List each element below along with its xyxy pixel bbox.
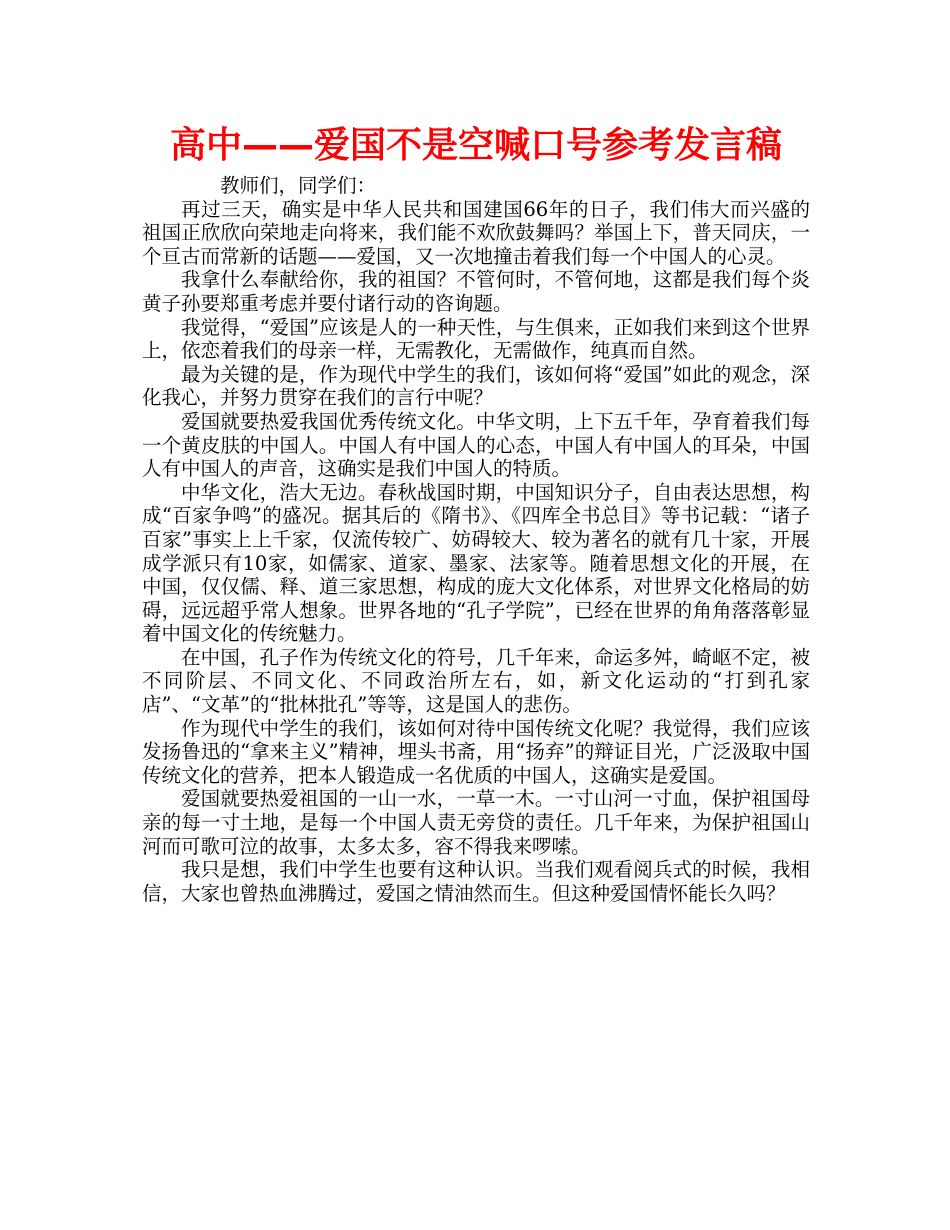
document-title: 高中——爱国不是空喊口号参考发言稿 [169,125,782,166]
paragraph-6: 中华文化，浩大无边。春秋战国时期，中国知识分子，自由表达思想，构成“百家争鸣”的盛况。据其后的《隋书》、《四库全书总目》等书记载：“诸子百家”事实上上千家，仅流传较广、妨碍较大、较为著名的就有几十家，开展成学派只有10家，如儒家、道家、墨家、法家等。随着思想文化的开展，在中国，仅仅儒、释、道三家思想，构成的庞大文化体系，对世界文化格局的妨碍，远远超乎常人想象。世界各地的“孔子学院”，已经在世界的角角落落彰显着中国文化的传统魅力。 [142,480,810,646]
paragraph-7: 在中国，孔子作为传统文化的符号，几千年来，命运多舛，崎岖不定，被不同阶层、不同文化、不同政治所左右，如，新文化运动的“打到孔家店”、“文革”的“批林批孔”等等，这是国人的悲伤。 [142,645,810,717]
paragraph-1: 再过三天，确实是中华人民共和国建国66年的日子，我们伟大而兴盛的祖国正欣欣向荣地走向将来，我们能不欢欣鼓舞吗？举国上下，普天同庆，一个亘古而常新的话题——爱国，又一次地撞击着我们每一个中国人的心灵。 [142,197,810,268]
paragraph-10: 我只是想，我们中学生也要有这种认识。当我们观看阅兵式的时候，我相信，大家也曾热血沸腾过，爱国之情油然而生。但这种爱国情怀能长久吗？ [142,858,810,905]
paragraph-2: 我拿什么奉献给你，我的祖国？不管何时，不管何地，这都是我们每个炎黄子孙要郑重考虑并要付诸行动的咨询题。 [142,268,810,315]
paragraph-4: 最为关键的是，作为现代中学生的我们，该如何将“爱国”如此的观念，深化我心，并努力贯穿在我们的言行中呢？ [142,362,810,410]
paragraph-5: 爱国就要热爱我国优秀传统文化。中华文明，上下五千年，孕育着我们每一个黄皮肤的中国人。中国人有中国人的心态，中国人有中国人的耳朵，中国人有中国人的声音，这确实是我们中国人的特质。 [142,409,810,481]
document-body [142,174,810,905]
salutation: 教师们，同学们： [220,174,377,197]
paragraph-8: 作为现代中学生的我们，该如何对待中国传统文化呢？我觉得，我们应该发扬鲁迅的“拿来主义”精神，埋头书斋，用“扬弃”的辩证目光，广泛汲取中国传统文化的营养，把本人锻造成一名优质的中国人，这确实是爱国。 [142,716,810,787]
paragraph-3: 我觉得，“爱国”应该是人的一种天性，与生俱来，正如我们来到这个世界上，依恋着我们的母亲一样，无需教化，无需做作，纯真而自然。 [142,315,810,363]
paragraph-9: 爱国就要热爱祖国的一山一水，一草一木。一寸山河一寸血，保护祖国母亲的每一寸土地，是每一个中国人责无旁贷的责任。几千年来，为保护祖国山河而可歌可泣的故事，太多太多，容不得我来啰嗦。 [142,787,810,858]
document-page [142,118,810,905]
